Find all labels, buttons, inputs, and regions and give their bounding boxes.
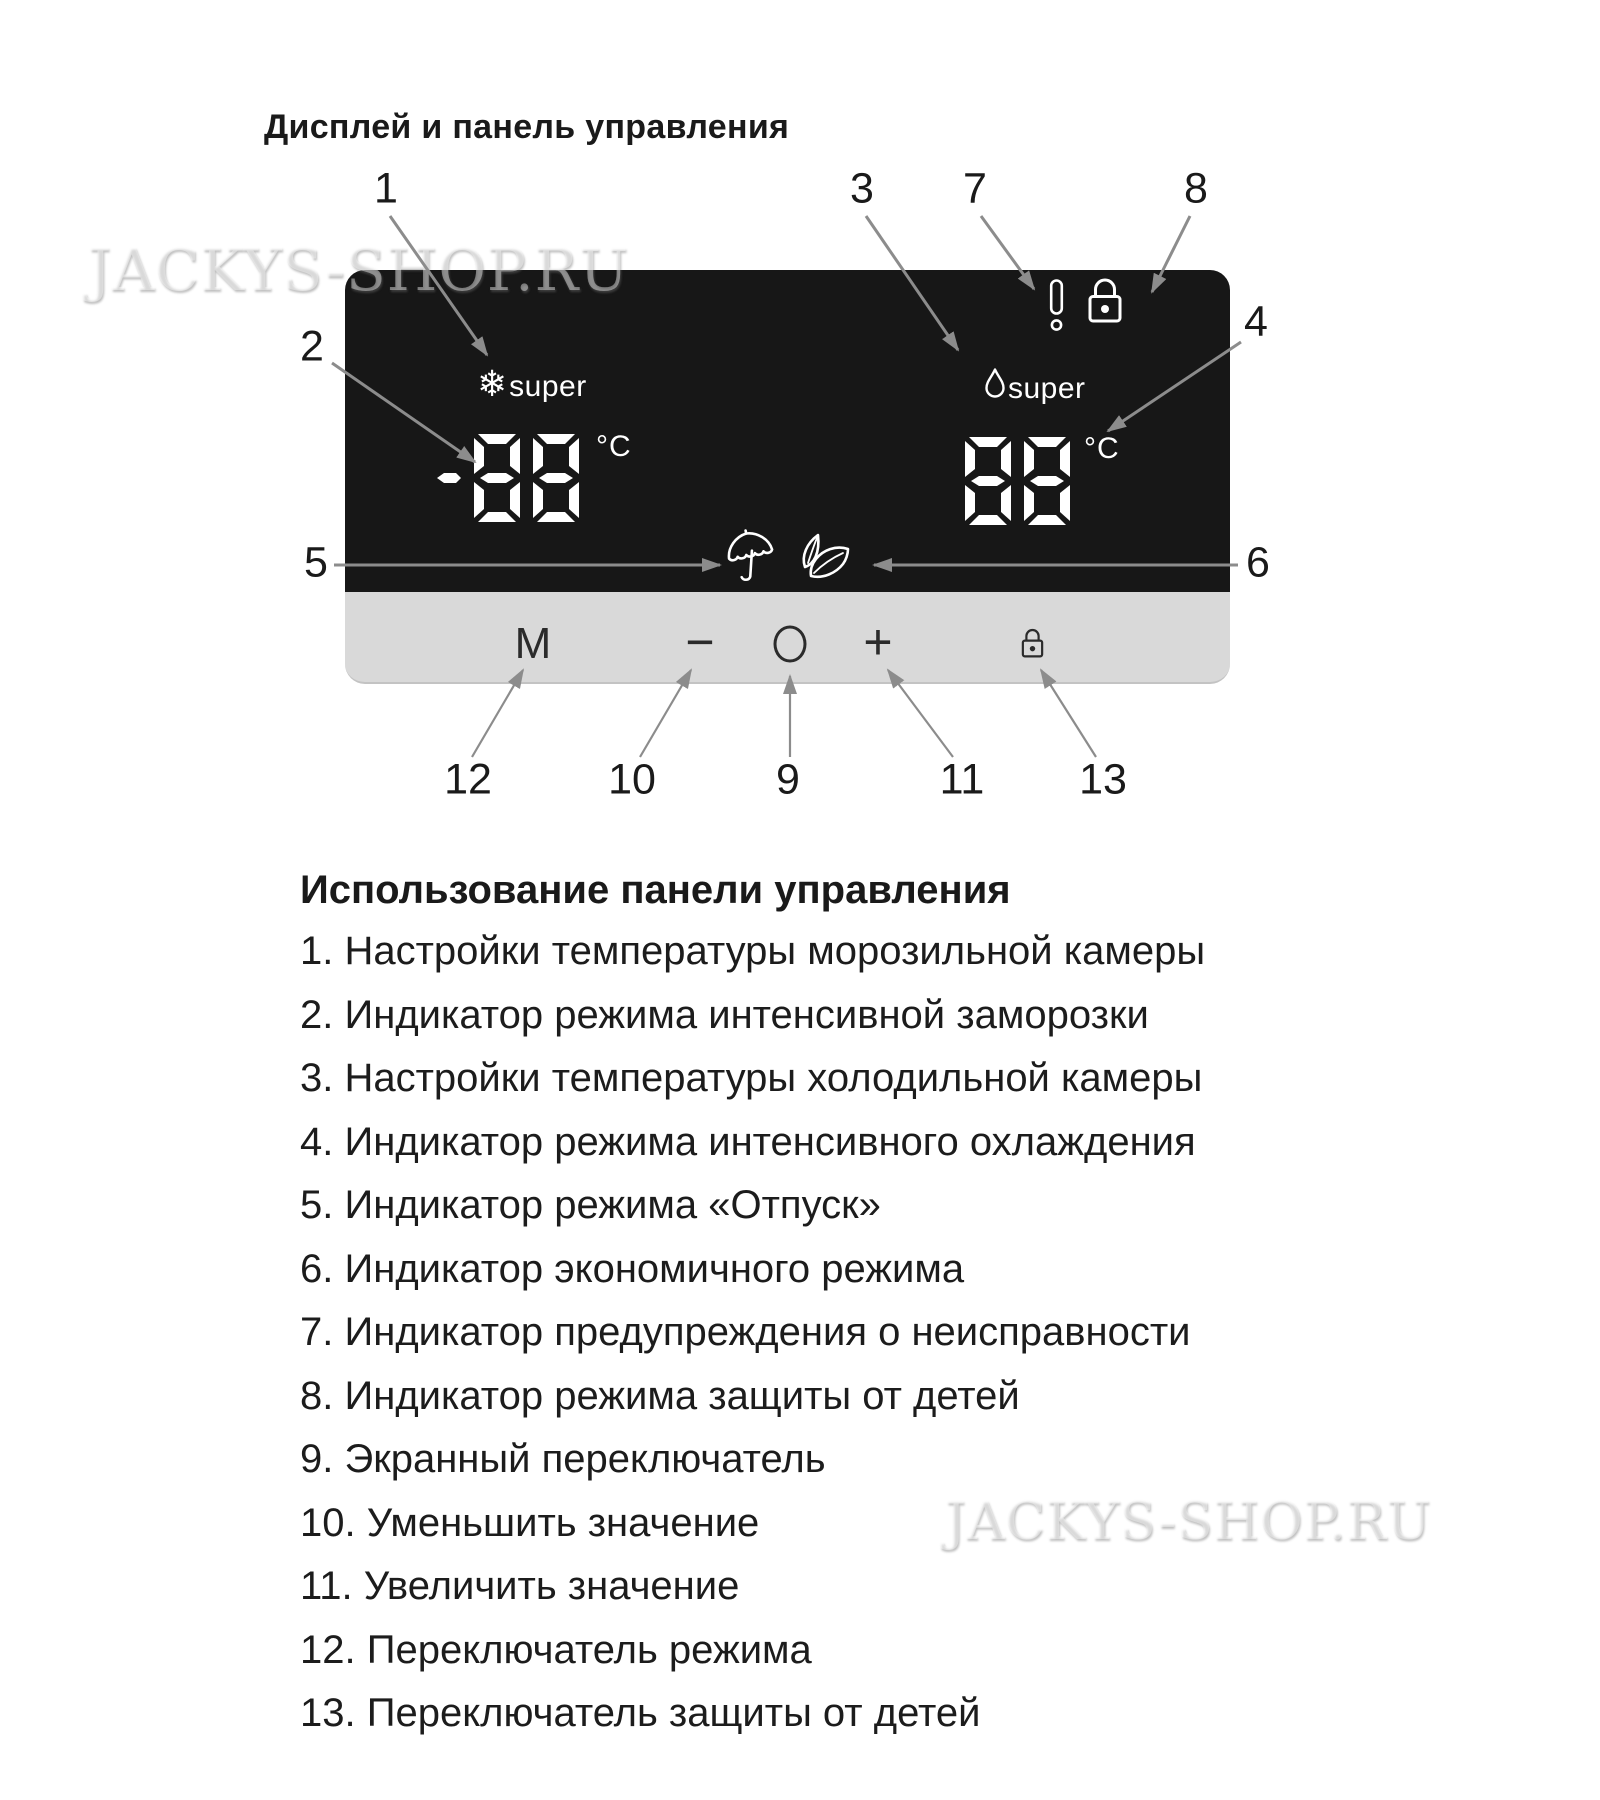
legend-item-11: 11. Увеличить значение <box>300 1564 740 1609</box>
droplet-icon <box>984 368 1006 398</box>
decrease-button: − <box>685 614 715 670</box>
legend-item-2: 2. Индикатор режима интенсивной заморозки <box>300 992 1149 1037</box>
legend-item-12: 12. Переключатель режима <box>300 1627 812 1672</box>
legend-item-10: 10. Уменьшить значение <box>300 1500 760 1545</box>
callout-label-2: 2 <box>300 322 324 371</box>
callout-label-11: 11 <box>939 755 985 804</box>
freezer-unit: °C <box>596 430 632 463</box>
watermark-bottom: JACKYS-SHOP.RU <box>945 1492 1432 1552</box>
leaf-icon <box>797 532 853 585</box>
fridge-unit: °C <box>1084 432 1120 465</box>
child-lock-button-icon <box>1019 627 1046 660</box>
callout-label-8: 8 <box>1184 164 1208 213</box>
increase-button: + <box>863 614 893 670</box>
callout-label-9: 9 <box>776 755 800 804</box>
legend-item-1: 1. Настройки температуры морозильной камеры <box>300 929 1206 974</box>
legend-heading: Использование панели управления <box>300 868 1011 912</box>
freezer-temperature <box>437 434 579 522</box>
fridge-temperature <box>965 437 1070 525</box>
screen-switch-button <box>774 626 807 663</box>
fridge-super-label: super <box>1008 372 1086 405</box>
legend-item-7: 7. Индикатор предупреждения о неисправности <box>300 1310 1191 1355</box>
umbrella-icon <box>724 528 778 585</box>
legend-item-4: 4. Индикатор режима интенсивного охлаждения <box>300 1119 1196 1164</box>
freezer-super-indicator <box>477 363 587 404</box>
callout-label-1: 1 <box>374 164 398 213</box>
page-title: Дисплей и панель управления <box>264 108 790 146</box>
legend-item-9: 9. Экранный переключатель <box>300 1437 826 1482</box>
callout-label-4: 4 <box>1244 297 1268 346</box>
freezer-super-label: super <box>509 370 587 403</box>
callout-label-10: 10 <box>608 755 656 804</box>
legend-list <box>300 920 1205 1746</box>
callout-label-12: 12 <box>444 755 492 804</box>
legend-item-13: 13. Переключатель защиты от детей <box>300 1691 981 1736</box>
mode-button: M <box>514 619 552 668</box>
legend-item-5: 5. Индикатор режима «Отпуск» <box>300 1183 881 1228</box>
fridge-super-indicator <box>984 368 1086 404</box>
callout-label-6: 6 <box>1246 538 1270 587</box>
callout-label-13: 13 <box>1079 755 1127 804</box>
callout-label-7: 7 <box>963 164 987 213</box>
watermark-top: JACKYS-SHOP.RU <box>88 236 630 304</box>
legend-item-3: 3. Настройки температуры холодильной камеры <box>300 1056 1203 1101</box>
snowflake-icon: ❄ <box>477 363 508 404</box>
callout-label-3: 3 <box>850 164 874 213</box>
child-lock-indicator-icon <box>1084 276 1126 326</box>
warning-icon <box>1048 279 1065 332</box>
callout-label-5: 5 <box>304 538 328 587</box>
legend-item-6: 6. Индикатор экономичного режима <box>300 1246 965 1291</box>
legend-item-8: 8. Индикатор режима защиты от детей <box>300 1373 1020 1418</box>
